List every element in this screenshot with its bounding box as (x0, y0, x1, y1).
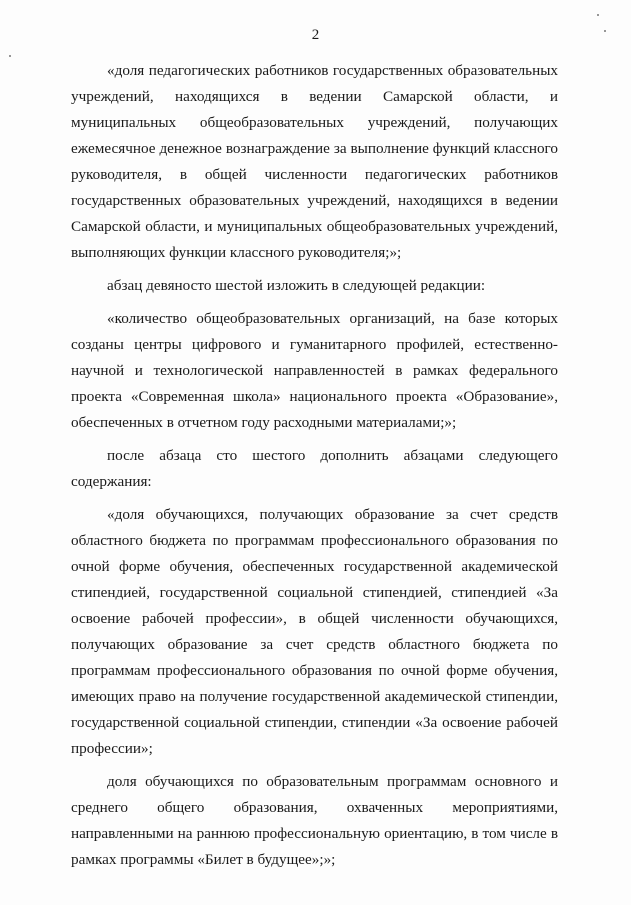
scan-speck (9, 55, 11, 57)
paragraph-5: «доля обучающихся, получающих образование за счет средств областного бюджета по программам профессионального образования по очной форме обучения, обеспеченных государственной академической стипендией, государственной социальной стипендией, стипендией «За освоение рабочей профессии», в общей численности обучающихся, получающих образование за счет средств областного бюджета по программам профессионального образования по очной форме обучения, имеющих право на получение государственной академической стипендии, государственной социальной стипендии, стипендии «За освоение рабочей профессии»; (71, 506, 558, 757)
document-body (71, 58, 558, 880)
paragraph-1: «доля педагогических работников государственных образовательных учреждений, находящихся в ведении Самарской области, и муниципальных общеобразовательных учреждений, получающих ежемесячное денежное вознаграждение за выполнение функций классного руководителя, в общей численности педагогических работников государственных образовательных учреждений, находящихся в ведении Самарской области, и муниципальных общеобразовательных учреждений, выполняющих функции классного руководителя;»; (71, 62, 558, 261)
scan-speck (597, 14, 599, 16)
scan-speck (604, 30, 606, 32)
paragraph-2: абзац девяносто шестой изложить в следующей редакции: (107, 277, 486, 294)
paragraph-4: после абзаца сто шестого дополнить абзацами следующего содержания: (71, 447, 558, 490)
page-number: 2 (311, 27, 320, 43)
paragraph-6: доля обучающихся по образовательным программам основного и среднего общего образования, охваченных мероприятиями, направленными на раннюю профессиональную ориентацию, в том числе в рамках программы «Билет в будущее»;»; (71, 773, 558, 868)
paragraph-3: «количество общеобразовательных организаций, на базе которых созданы центры цифрового и гуманитарного профилей, естественно-научной и технологической направленностей в рамках федерального проекта «Современная школа» национального проекта «Образование», обеспеченных в отчетном году расходными материалами;»; (71, 310, 558, 431)
